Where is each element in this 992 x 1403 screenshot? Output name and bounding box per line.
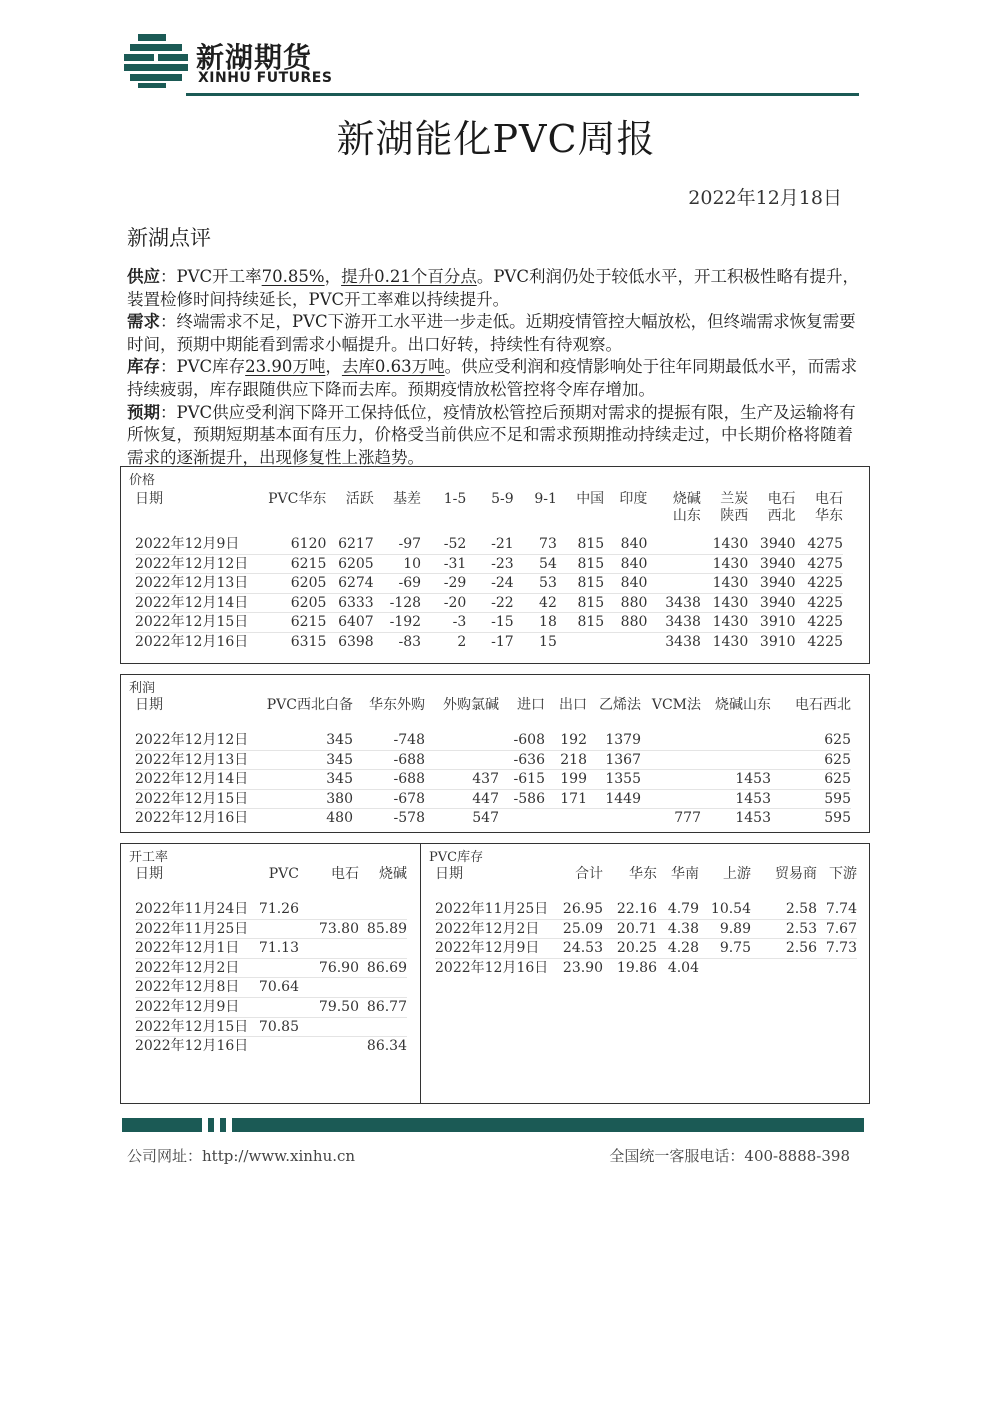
- price-row-cell: -69: [398, 575, 422, 592]
- price-row-cell: 6398: [338, 633, 374, 650]
- profit-row-cell: 437: [472, 771, 499, 788]
- profit-row-cell: [641, 750, 701, 770]
- operating-rate-row-cell: 70.85: [258, 1018, 299, 1035]
- profit-row: [135, 750, 851, 770]
- price-row-date: 2022年12月15日: [135, 614, 249, 631]
- price-row-date: 2022年12月14日: [135, 594, 249, 611]
- operating-rate-row-cell: [255, 919, 299, 939]
- operating-rate-row: [135, 958, 407, 978]
- inventory-row: [435, 958, 857, 977]
- inventory-row: [435, 939, 857, 959]
- profit-table-body: [135, 731, 851, 828]
- price-row-cell: 815: [577, 575, 605, 592]
- profit-col-header: 烧碱山东: [715, 697, 771, 713]
- report-date: 2022年12月18日: [688, 187, 842, 209]
- price-row-cell: 3438: [665, 594, 701, 611]
- price-row-cell: 6333: [338, 594, 374, 611]
- price-row-date: 2022年12月12日: [135, 555, 249, 572]
- operating-rate-panel: [120, 843, 421, 1104]
- price-row-cell: 6274: [338, 575, 374, 592]
- operating-rate-row-date: 2022年11月24日: [135, 901, 249, 917]
- profit-row-cell: -748: [393, 732, 425, 748]
- operating-rate-row: [135, 1017, 407, 1037]
- price-row-cell: -3: [452, 614, 467, 631]
- profit-row-cell: 447: [472, 790, 499, 807]
- profit-row-cell: 218: [560, 751, 587, 768]
- profit-row-cell: 380: [326, 790, 353, 807]
- inventory-row-cell: 26.95: [562, 901, 603, 917]
- operating-rate-col-header: 烧碱: [379, 866, 407, 882]
- price-row-cell: 4225: [807, 633, 843, 650]
- profit-row-cell: -608: [513, 732, 545, 748]
- price-row: [135, 554, 843, 574]
- price-row-cell: 2: [457, 633, 467, 650]
- operating-rate-row-cell: 73.80: [318, 920, 359, 937]
- price-row-cell: [647, 574, 701, 594]
- profit-row-date: 2022年12月12日: [135, 732, 249, 748]
- price-row-cell: 53: [539, 575, 557, 592]
- profit-row-cell: -615: [513, 771, 545, 788]
- inventory-col-header: 下游: [829, 866, 857, 882]
- inventory-col-header: 华南: [671, 866, 699, 882]
- price-row-cell: 1430: [712, 633, 749, 650]
- inventory-row-cell: 20.25: [616, 940, 657, 957]
- operating-rate-row-date: 2022年12月2日: [135, 959, 240, 976]
- profit-table: [135, 697, 851, 828]
- price-row-cell: 1430: [712, 575, 749, 592]
- profit-row-date: 2022年12月13日: [135, 751, 249, 768]
- inventory-row-date: 2022年11月25日: [435, 901, 549, 917]
- price-panel-title: 价格: [129, 473, 156, 488]
- price-row-date: 2022年12月9日: [135, 536, 240, 552]
- inventory-total: 23.90万吨: [245, 357, 326, 377]
- inventory-row-cell: 9.89: [719, 920, 751, 937]
- price-row-cell: -17: [491, 633, 514, 650]
- inventory-row-cell: 7.74: [825, 901, 857, 917]
- profit-row-cell: 345: [326, 771, 353, 788]
- price-row-cell: 1430: [712, 536, 749, 552]
- price-col-header: 日期: [135, 491, 163, 507]
- demand-label: 需求: [127, 312, 160, 332]
- profit-row-cell: 199: [560, 771, 587, 788]
- profit-col-header: PVC西北白备: [266, 697, 353, 713]
- price-row-cell: 3438: [665, 633, 701, 650]
- price-row-cell: [604, 632, 647, 651]
- operating-rate-row-cell: [255, 958, 299, 978]
- price-row-cell: 3940: [759, 575, 796, 592]
- profit-row-cell: 1449: [605, 790, 641, 807]
- report-title: 新湖能化PVC周报: [336, 117, 656, 161]
- price-row-cell: -20: [443, 594, 467, 611]
- profit-col-header: 华东外购: [369, 697, 425, 713]
- price-row-cell: 4275: [807, 536, 843, 552]
- inventory-table-body: [435, 900, 857, 977]
- profit-row-date: 2022年12月15日: [135, 790, 249, 807]
- price-col-header: 电石 华东: [815, 491, 843, 524]
- profit-row-cell: [545, 809, 587, 828]
- inventory-row-cell: 7.73: [825, 940, 857, 957]
- operating-rate-row-cell: 76.90: [318, 959, 359, 976]
- profit-panel: [120, 674, 870, 833]
- operating-rate-row-cell: 86.77: [366, 998, 407, 1015]
- profit-row-cell: [425, 750, 499, 770]
- inventory-row-cell: 10.54: [710, 901, 751, 917]
- profit-row: [135, 731, 851, 750]
- inventory-header-row: [435, 866, 857, 900]
- price-row-cell: -15: [491, 614, 514, 631]
- inventory-row-cell: 25.09: [562, 920, 603, 937]
- price-row-cell: 3910: [759, 614, 796, 631]
- price-row-cell: 15: [539, 633, 557, 650]
- profit-row-cell: 1453: [735, 771, 771, 788]
- commentary-block: [127, 266, 867, 469]
- inventory-col-header: 华东: [629, 866, 657, 882]
- price-row-cell: 4225: [807, 575, 843, 592]
- price-row-cell: 4225: [807, 614, 843, 631]
- price-table: [135, 491, 843, 652]
- price-row: [135, 632, 843, 651]
- operating-rate-row-cell: 79.50: [318, 998, 359, 1015]
- customer-hotline: 全国统一客服电话：400-8888-398: [609, 1147, 850, 1165]
- operating-rate-row-cell: [359, 900, 407, 919]
- price-row-cell: 3438: [665, 614, 701, 631]
- profit-panel-title: 利润: [129, 681, 156, 696]
- price-col-header: 活跃: [345, 491, 374, 507]
- price-row-cell: 815: [577, 555, 605, 572]
- inventory-change: 去库0.63万吨: [341, 357, 445, 377]
- inventory-row-cell: [699, 958, 751, 977]
- supply-text: ，: [324, 267, 342, 286]
- profit-row: [135, 789, 851, 809]
- operating-rate-row: [135, 939, 407, 959]
- price-row-cell: 815: [577, 536, 605, 552]
- profit-row-cell: 625: [824, 771, 851, 788]
- operating-rate-col-header: 日期: [135, 866, 163, 882]
- price-row-cell: -83: [398, 633, 422, 650]
- operating-rate-row-cell: [299, 978, 359, 998]
- profit-row-cell: 625: [824, 732, 851, 748]
- profit-row-cell: [701, 731, 771, 750]
- footer-bar: [122, 1118, 864, 1132]
- inventory-row-cell: 7.67: [825, 920, 857, 937]
- profit-row-cell: [701, 750, 771, 770]
- price-row-cell: -29: [443, 575, 467, 592]
- inventory-text: 。供应受利润和疫情影响处于往年同期最低水平，而需求持续疲弱，库存跟随供应下降而去库。预期疫情放松管控将令库存增加。: [127, 357, 858, 399]
- price-row-cell: 73: [539, 536, 557, 552]
- inventory-row: [435, 900, 857, 919]
- profit-row-cell: 777: [674, 810, 701, 827]
- profit-row-cell: 1355: [605, 771, 641, 788]
- price-row-cell: 6205: [290, 575, 327, 592]
- operating-rate-row-date: 2022年11月25日: [135, 920, 249, 937]
- inventory-col-header: 合计: [575, 866, 603, 882]
- inventory-row-cell: 2.56: [785, 940, 817, 957]
- profit-row-date: 2022年12月16日: [135, 810, 249, 827]
- supply-paragraph: [127, 266, 867, 311]
- operating-rate-row-cell: [359, 1017, 407, 1037]
- profit-row-cell: [587, 809, 641, 828]
- profit-col-header: 乙烯法: [599, 697, 641, 713]
- operating-rate-row-cell: 71.26: [258, 901, 299, 917]
- price-col-header: 9-1: [534, 491, 557, 507]
- price-row: [135, 613, 843, 633]
- inventory-table: [435, 866, 857, 977]
- operating-rate-row-cell: [299, 1037, 359, 1056]
- operating-rate-row: [135, 1037, 407, 1056]
- company-website[interactable]: 公司网址：http://www.xinhu.cn: [127, 1147, 356, 1165]
- price-row-cell: -24: [491, 575, 514, 592]
- profit-row-cell: -678: [393, 790, 425, 807]
- price-row-cell: 1430: [712, 614, 749, 631]
- price-row-cell: 6217: [338, 536, 374, 552]
- inventory-row-cell: 24.53: [562, 940, 603, 957]
- operating-rate-header-row: [135, 866, 407, 900]
- price-col-header: 5-9: [491, 491, 514, 507]
- profit-row-cell: 595: [824, 790, 851, 807]
- profit-row-cell: 547: [472, 810, 499, 827]
- price-row-cell: 840: [620, 575, 648, 592]
- inventory-row-cell: 22.16: [616, 901, 657, 917]
- inventory-text: ，: [325, 357, 342, 377]
- price-col-header: 电石 西北: [767, 491, 796, 524]
- inventory-paragraph: [127, 356, 867, 401]
- operating-rate-row-cell: [299, 900, 359, 919]
- price-row-cell: 1430: [712, 555, 749, 572]
- operating-rate-row-cell: 71.13: [258, 940, 299, 957]
- profit-row-cell: 480: [326, 810, 353, 827]
- price-col-header: 基差: [393, 491, 422, 507]
- header-divider: [186, 93, 859, 96]
- inventory-row-date: 2022年12月9日: [435, 940, 540, 957]
- price-col-header: 中国: [576, 491, 605, 507]
- operating-rate-row-cell: [359, 978, 407, 998]
- profit-row-cell: 171: [560, 790, 587, 807]
- price-table-body: [135, 535, 843, 652]
- section-heading: 新湖点评: [127, 226, 211, 250]
- logo-chinese-name: 新湖期货: [196, 41, 313, 74]
- operating-rate-col-header: PVC: [268, 866, 299, 882]
- demand-text: ：终端需求不足，PVC下游开工水平进一步走低。近期疫情管控大幅放松，但终端需求恢复需要时间，预期中期能看到需求小幅提升。出口好转，持续性有待观察。: [127, 312, 856, 354]
- profit-row-cell: 625: [824, 751, 851, 768]
- inventory-row-cell: [817, 958, 857, 977]
- profit-row: [135, 770, 851, 790]
- inventory-label: 库存: [127, 357, 160, 377]
- xinhu-logo-icon: [124, 34, 188, 88]
- inventory-text: ：PVC库存: [160, 357, 246, 377]
- inventory-row-cell: 2.53: [785, 920, 817, 937]
- price-col-header: 兰炭 陕西: [720, 491, 749, 524]
- operating-rate-row: [135, 919, 407, 939]
- price-row-cell: [647, 554, 701, 574]
- profit-row-cell: -586: [513, 790, 545, 807]
- operating-rate-row: [135, 978, 407, 998]
- profit-row-cell: [641, 731, 701, 750]
- supply-text: ：PVC开工率: [160, 267, 262, 286]
- operating-rate-row-date: 2022年12月15日: [135, 1018, 249, 1035]
- price-col-header: 烧碱 山东: [672, 491, 701, 524]
- price-row-cell: 840: [620, 555, 648, 572]
- price-row-cell: 6120: [290, 536, 327, 552]
- price-row-cell: 6315: [290, 633, 327, 650]
- inventory-panel: [420, 843, 870, 1104]
- price-row-cell: 3940: [759, 536, 796, 552]
- profit-row-cell: [641, 789, 701, 809]
- inventory-row-cell: 4.38: [667, 920, 699, 937]
- price-row-cell: -192: [389, 614, 422, 631]
- inventory-col-header: 上游: [723, 866, 751, 882]
- profit-row-cell: 345: [326, 751, 353, 768]
- inventory-row-cell: [751, 958, 817, 977]
- profit-col-header: 日期: [135, 697, 163, 713]
- profit-row-cell: -688: [393, 771, 425, 788]
- price-row: [135, 535, 843, 554]
- operating-rate-row-date: 2022年12月16日: [135, 1038, 249, 1055]
- profit-row-cell: [425, 731, 499, 750]
- price-col-header: PVC华东: [268, 491, 327, 507]
- price-row-cell: 4225: [807, 594, 843, 611]
- price-row-cell: 6205: [338, 555, 374, 572]
- price-row-cell: -128: [389, 594, 422, 611]
- profit-col-header: VCM法: [651, 697, 701, 713]
- profit-row-cell: -636: [513, 751, 545, 768]
- price-row-cell: 840: [620, 536, 648, 552]
- price-row-cell: 54: [539, 555, 557, 572]
- price-row: [135, 593, 843, 613]
- price-row-cell: [647, 535, 701, 554]
- inventory-row-cell: 2.58: [785, 901, 817, 917]
- inventory-row-cell: 19.86: [616, 959, 657, 976]
- operating-rate-row-cell: [255, 997, 299, 1017]
- price-row-cell: 815: [577, 594, 605, 611]
- profit-row-cell: 595: [824, 810, 851, 827]
- profit-row-cell: 1379: [605, 732, 641, 748]
- price-row-cell: 880: [620, 594, 648, 611]
- price-row-cell: 42: [539, 594, 557, 611]
- inventory-col-header: 日期: [435, 866, 463, 882]
- price-row-cell: 10: [403, 555, 422, 572]
- price-panel: [120, 466, 870, 664]
- price-row-cell: -97: [398, 536, 422, 552]
- price-row-cell: 3910: [759, 633, 796, 650]
- profit-col-header: 外购氯碱: [443, 697, 499, 713]
- price-row-cell: -23: [491, 555, 514, 572]
- logo-english-name: XINHU FUTURES: [198, 70, 333, 86]
- operating-rate-row: [135, 900, 407, 919]
- price-row-cell: 1430: [712, 594, 749, 611]
- profit-row-cell: [641, 770, 701, 790]
- profit-col-header: 进口: [517, 697, 545, 713]
- price-row-date: 2022年12月16日: [135, 633, 249, 650]
- price-row: [135, 574, 843, 594]
- inventory-row-cell: 4.28: [667, 940, 699, 957]
- price-row-cell: 18: [539, 614, 557, 631]
- operating-rate-panel-title: 开工率: [129, 850, 169, 865]
- price-row-cell: 6215: [290, 614, 327, 631]
- inventory-col-header: 贸易商: [775, 866, 817, 882]
- profit-col-header: 电石西北: [795, 697, 851, 713]
- operating-rate-row-cell: 86.34: [366, 1038, 407, 1055]
- inventory-row: [435, 919, 857, 939]
- inventory-row-cell: 4.04: [667, 959, 699, 976]
- price-row-cell: -21: [491, 536, 514, 552]
- profit-row-cell: [499, 809, 545, 828]
- price-row-cell: 880: [620, 614, 648, 631]
- profit-row-cell: 192: [560, 732, 587, 748]
- profit-row-cell: -688: [393, 751, 425, 768]
- price-row-cell: 4275: [807, 555, 843, 572]
- inventory-row-cell: 23.90: [562, 959, 603, 976]
- price-row-cell: 6205: [290, 594, 327, 611]
- profit-row-cell: 1367: [605, 751, 641, 768]
- price-row-cell: 3940: [759, 594, 796, 611]
- price-row-cell: -22: [491, 594, 514, 611]
- inventory-row-cell: 20.71: [616, 920, 657, 937]
- price-row-cell: -31: [443, 555, 467, 572]
- supply-rate: 70.85%: [261, 267, 325, 286]
- supply-change: 提升0.21个百分点: [341, 267, 477, 286]
- inventory-panel-title: PVC库存: [429, 850, 484, 865]
- price-col-header: 1-5: [443, 491, 467, 507]
- operating-rate-row-date: 2022年12月1日: [135, 940, 240, 957]
- operating-rate-row: [135, 997, 407, 1017]
- profit-header-row: [135, 697, 851, 731]
- operating-rate-row-cell: [359, 939, 407, 959]
- price-row-cell: 6215: [290, 555, 327, 572]
- profit-row-cell: 1453: [735, 790, 771, 807]
- price-row-cell: 815: [577, 614, 605, 631]
- supply-text: 。PVC利润仍处于较低水平，开工积极性略有提升，装置检修时间持续延长，PVC开工率难以持续提升。: [127, 267, 859, 309]
- supply-label: 供应: [127, 267, 160, 286]
- forecast-paragraph: [127, 402, 867, 470]
- price-header-row: [135, 491, 843, 535]
- price-row-cell: [557, 632, 604, 651]
- forecast-text: ：PVC供应受利润下降开工保持低位，疫情放松管控后预期对需求的提振有限，生产及运输将有所恢复，预期短期基本面有压力，价格受当前供应不足和需求预期推动持续走过，中长期价格将随着需求的逐渐提升，出现修复性上涨趋势。: [127, 402, 856, 467]
- price-col-header: 印度: [619, 491, 648, 507]
- operating-rate-table-body: [135, 900, 407, 1056]
- operating-rate-row-cell: [255, 1037, 299, 1056]
- profit-col-header: 出口: [559, 697, 587, 713]
- operating-rate-row-cell: 85.89: [366, 920, 407, 937]
- inventory-row-date: 2022年12月2日: [435, 920, 540, 937]
- inventory-row-date: 2022年12月16日: [435, 959, 549, 976]
- profit-row-cell: 345: [326, 732, 353, 748]
- operating-rate-row-cell: 86.69: [366, 959, 407, 976]
- inventory-row-cell: 9.75: [719, 940, 751, 957]
- price-row-cell: 6407: [338, 614, 374, 631]
- operating-rate-table: [135, 866, 407, 1056]
- profit-row-cell: -578: [393, 810, 425, 827]
- operating-rate-col-header: 电石: [331, 866, 359, 882]
- price-row-date: 2022年12月13日: [135, 575, 249, 592]
- demand-paragraph: [127, 311, 867, 356]
- inventory-row-cell: 4.79: [667, 901, 699, 917]
- operating-rate-row-date: 2022年12月8日: [135, 979, 240, 996]
- operating-rate-row-date: 2022年12月9日: [135, 998, 240, 1015]
- operating-rate-row-cell: [299, 939, 359, 959]
- profit-row-cell: 1453: [735, 810, 771, 827]
- operating-rate-row-cell: 70.64: [258, 979, 299, 996]
- forecast-label: 预期: [127, 402, 160, 422]
- profit-row-date: 2022年12月14日: [135, 771, 249, 788]
- price-row-cell: 3940: [759, 555, 796, 572]
- price-row-cell: -52: [443, 536, 467, 552]
- profit-row: [135, 809, 851, 828]
- operating-rate-row-cell: [299, 1017, 359, 1037]
